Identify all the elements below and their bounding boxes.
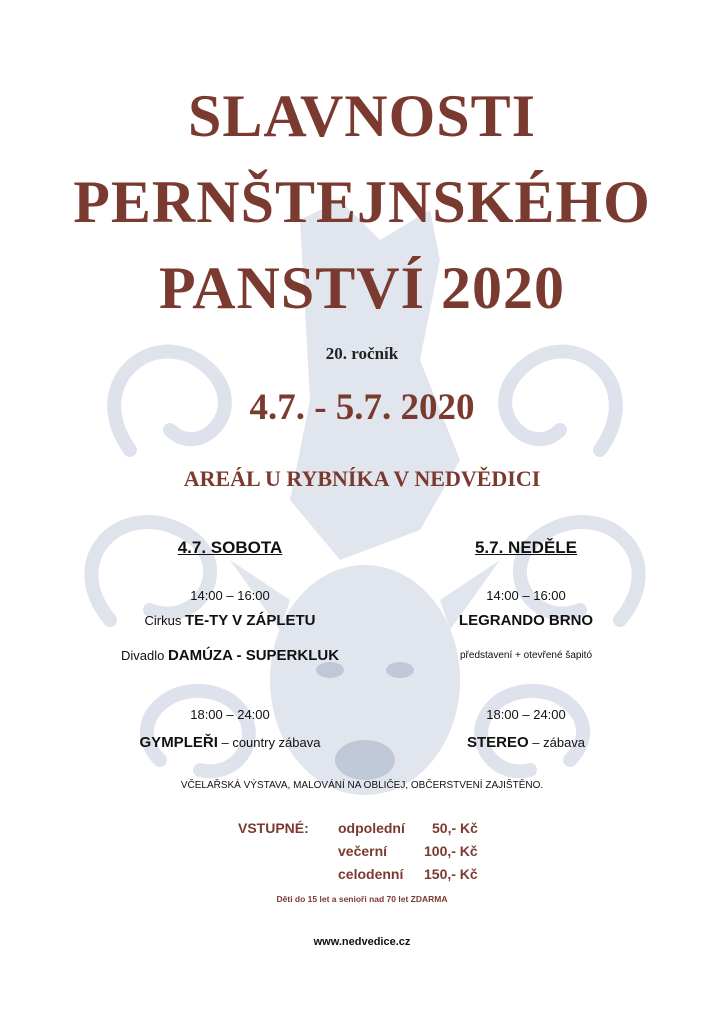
free-admission-note: Děti do 15 let a senioři nad 70 let ZDARMA: [276, 894, 448, 904]
act-suffix: – zábava: [528, 735, 586, 750]
act-suffix: – country zábava: [217, 735, 321, 750]
sunday-time-2: 18:00 – 24:00: [486, 707, 566, 722]
act-prefix: Cirkus: [144, 613, 182, 628]
admission-name-3: celodenní: [338, 866, 404, 882]
website-link[interactable]: www.nedvedice.cz: [313, 936, 411, 948]
act-name: LEGRANDO BRNO: [458, 612, 594, 629]
sunday-time-1: 14:00 – 16:00: [486, 588, 566, 603]
title-line-1: SLAVNOSTI: [187, 83, 537, 149]
admission-price-1: 50,- Kč: [432, 820, 478, 836]
extras-line: VČELAŘSKÁ VÝSTAVA, MALOVÁNÍ NA OBLIČEJ, OBČERSTVENÍ ZAJIŠTĚNO.: [180, 780, 544, 791]
admission-name-2: večerní: [338, 843, 388, 859]
venue: AREÁL U RYBNÍKA V NEDVĚDICI: [183, 466, 541, 491]
act-name: GYMPLEŘI: [139, 734, 218, 751]
title-line-2: PERNŠTEJNSKÉHO: [73, 169, 651, 235]
admission-label: VSTUPNÉ:: [238, 820, 309, 836]
edition: 20. ročník: [325, 344, 399, 363]
event-dates: 4.7. - 5.7. 2020: [249, 387, 475, 428]
sunday-act-1-note: představení + otevřené šapitó: [459, 650, 593, 661]
admission-price-3: 150,- Kč: [424, 866, 478, 882]
sunday-act-1: [346, 612, 706, 629]
saturday-time-1: 14:00 – 16:00: [190, 588, 270, 603]
act-name: TE-TY V ZÁPLETU: [184, 612, 316, 629]
title-line-3: PANSTVÍ 2020: [159, 255, 565, 321]
admission-name-1: odpolední: [338, 820, 405, 836]
sunday-heading: 5.7. NEDĚLE: [474, 538, 578, 557]
admission-price-2: 100,- Kč: [424, 843, 478, 859]
saturday-time-2: 18:00 – 24:00: [190, 707, 270, 722]
act-name: DAMÚZA - SUPERKLUK: [167, 647, 340, 664]
act-name: STEREO: [466, 734, 529, 751]
sunday-act-2: [346, 734, 706, 751]
saturday-heading: 4.7. SOBOTA: [177, 538, 283, 557]
act-prefix: Divadlo: [120, 648, 165, 663]
